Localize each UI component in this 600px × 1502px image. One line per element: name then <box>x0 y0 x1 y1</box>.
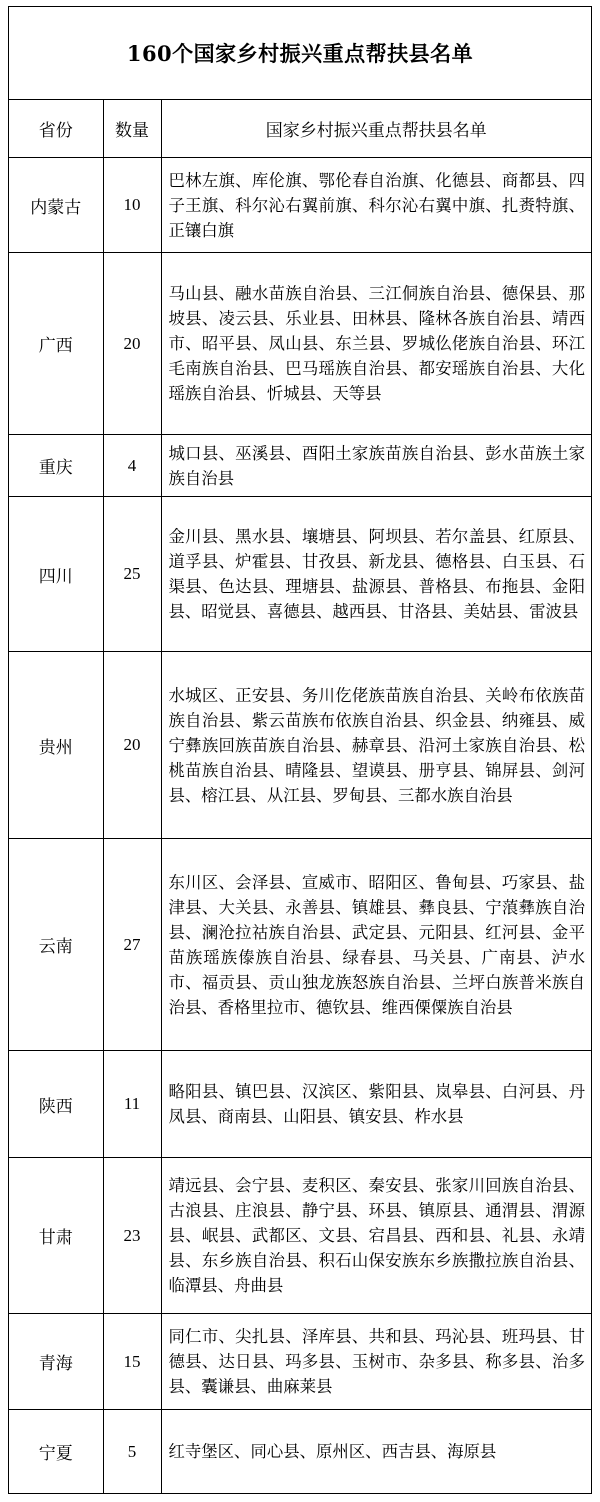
table-row <box>9 1158 591 1314</box>
table-row <box>9 839 591 1051</box>
county-list-cell: 同仁市、尖扎县、泽库县、共和县、玛沁县、班玛县、甘德县、达日县、玛多县、玉树市、杂多县、称多县、治多县、囊谦县、曲麻莱县 <box>161 1314 591 1410</box>
county-list-cell: 城口县、巫溪县、酉阳土家族苗族自治县、彭水苗族土家族自治县 <box>161 435 591 497</box>
county-list-cell: 略阳县、镇巴县、汉滨区、紫阳县、岚皋县、白河县、丹凤县、商南县、山阳县、镇安县、柞水县 <box>161 1051 591 1158</box>
county-list-cell: 水城区、正安县、务川仡佬族苗族自治县、关岭布依族苗族自治县、紫云苗族布依族自治县、织金县、纳雍县、威宁彝族回族苗族自治县、赫章县、沿河土家族自治县、松桃苗族自治县、晴隆县、望谟县、册亨县、锦屏县、剑河县、榕江县、从江县、罗甸县、三都水族自治县 <box>161 652 591 839</box>
table-row <box>9 652 591 839</box>
province-cell: 陕西 <box>9 1051 103 1158</box>
count-cell: 11 <box>103 1051 161 1158</box>
count-cell: 5 <box>103 1410 161 1494</box>
province-cell: 重庆 <box>9 435 103 497</box>
table-row <box>9 1314 591 1410</box>
province-cell: 内蒙古 <box>9 158 103 253</box>
count-cell: 25 <box>103 497 161 652</box>
county-table <box>9 100 591 1494</box>
county-list-cell: 东川区、会泽县、宣威市、昭阳区、鲁甸县、巧家县、盐津县、大关县、永善县、镇雄县、彝良县、宁蒗彝族自治县、澜沧拉祜族自治县、武定县、元阳县、红河县、金平苗族瑶族傣族自治县、绿春县、马关县、广南县、泸水市、福贡县、贡山独龙族怒族自治县、兰坪白族普米族自治县、香格里拉市、德钦县、维西傈僳族自治县 <box>161 839 591 1051</box>
table-row <box>9 1051 591 1158</box>
count-cell: 20 <box>103 652 161 839</box>
count-cell: 23 <box>103 1158 161 1314</box>
count-cell: 15 <box>103 1314 161 1410</box>
count-cell: 10 <box>103 158 161 253</box>
province-cell: 青海 <box>9 1314 103 1410</box>
count-cell: 4 <box>103 435 161 497</box>
county-list-cell: 巴林左旗、库伦旗、鄂伦春自治旗、化德县、商都县、四子王旗、科尔沁右翼前旗、科尔沁右翼中旗、扎赉特旗、正镶白旗 <box>161 158 591 253</box>
document-title: 160个国家乡村振兴重点帮扶县名单 <box>9 7 591 100</box>
header-county-list: 国家乡村振兴重点帮扶县名单 <box>161 100 591 158</box>
table-row <box>9 435 591 497</box>
county-list-cell: 靖远县、会宁县、麦积区、秦安县、张家川回族自治县、古浪县、庄浪县、静宁县、环县、镇原县、通渭县、渭源县、岷县、武都区、文县、宕昌县、西和县、礼县、永靖县、东乡族自治县、积石山保安族东乡族撒拉族自治县、临潭县、舟曲县 <box>161 1158 591 1314</box>
province-cell: 宁夏 <box>9 1410 103 1494</box>
province-cell: 云南 <box>9 839 103 1051</box>
count-cell: 20 <box>103 253 161 435</box>
province-cell: 甘肃 <box>9 1158 103 1314</box>
count-cell: 27 <box>103 839 161 1051</box>
table-row <box>9 158 591 253</box>
header-province: 省份 <box>9 100 103 158</box>
province-cell: 四川 <box>9 497 103 652</box>
table-row <box>9 1410 591 1494</box>
county-list-cell: 马山县、融水苗族自治县、三江侗族自治县、德保县、那坡县、凌云县、乐业县、田林县、隆林各族自治县、靖西市、昭平县、凤山县、东兰县、罗城仫佬族自治县、环江毛南族自治县、巴马瑶族自治县、都安瑶族自治县、大化瑶族自治县、忻城县、天等县 <box>161 253 591 435</box>
county-list-cell: 金川县、黑水县、壤塘县、阿坝县、若尔盖县、红原县、道孚县、炉霍县、甘孜县、新龙县、德格县、白玉县、石渠县、色达县、理塘县、盐源县、普格县、布拖县、金阳县、昭觉县、喜德县、越西县、甘洛县、美姑县、雷波县 <box>161 497 591 652</box>
county-list-cell: 红寺堡区、同心县、原州区、西吉县、海原县 <box>161 1410 591 1494</box>
table-row <box>9 253 591 435</box>
table-row <box>9 497 591 652</box>
document-frame <box>8 6 592 1494</box>
province-cell: 贵州 <box>9 652 103 839</box>
table-header-row <box>9 100 591 158</box>
province-cell: 广西 <box>9 253 103 435</box>
header-count: 数量 <box>103 100 161 158</box>
